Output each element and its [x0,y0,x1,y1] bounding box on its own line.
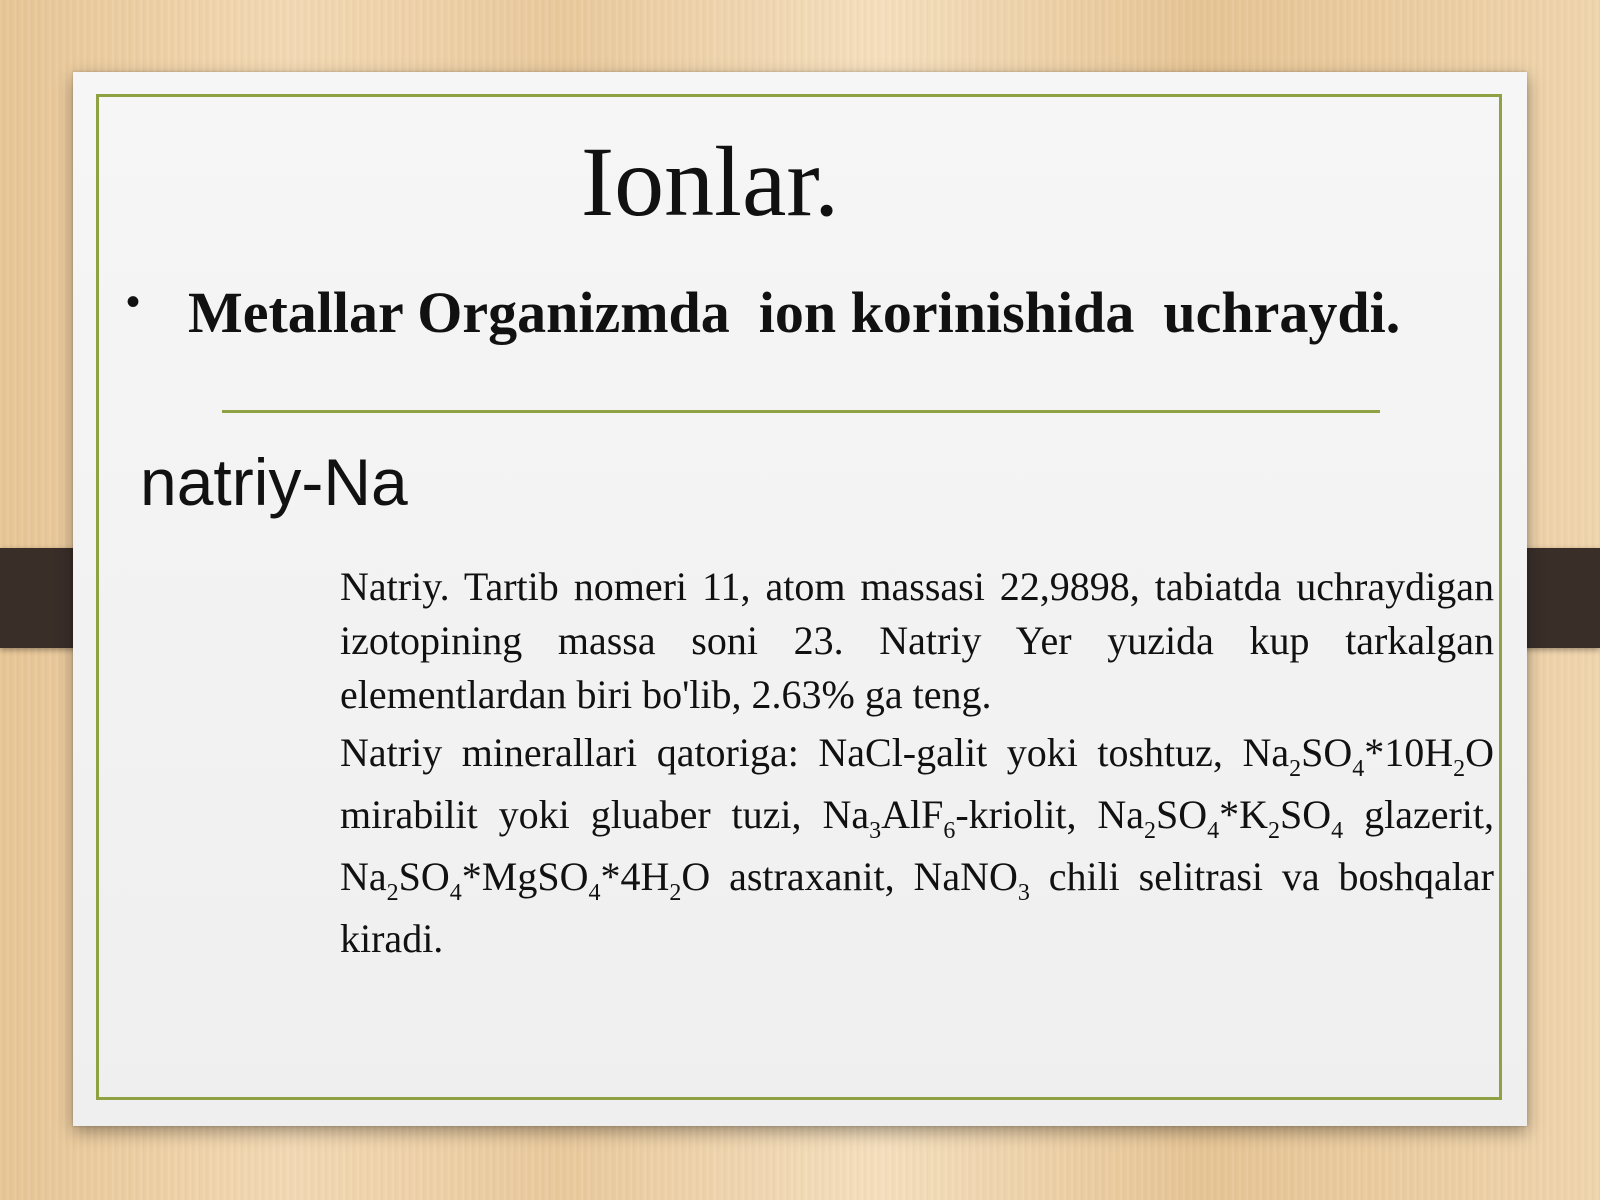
formula-mirabilit: $Na_2SO_4*10H_2O$ [1242,730,1494,782]
paragraph-minerals: Natriy minerallari qatoriga: NaCl-galit yoki toshtuz, $Na_2SO_4*10H_2O$ mirabilit yoki gluaber tuzi, $Na_3AlF_6$-kriolit, $Na_2SO_4*K_2SO_4$ glazerit, $Na_2SO_4*MgSO_4*4H_2O$ astraxanit, NaNO$_3$ chili selitrasi va boshqalar kiradi. [340,730,1495,961]
divider-line [222,410,1380,413]
paragraph-natriy-info: Natriy. Tartib nomeri 11, atom massasi 22,9898, tabiatda uchraydigan izotopining massa soni 23. Natriy Yer yuzida kup tarkalgan elementlardan biri bo'lib, 2.63% ga teng. [340,564,1494,717]
bullet-text: Metallar Organizmda ion korinishida uchraydi. [188,280,1401,345]
formula-kriolit: $Na_3AlF_6$ [822,792,956,844]
formula-astraxanit: $Na_2SO_4*MgSO_4*4H_2O$ [340,854,711,906]
slide-title: Ionlar. [580,126,840,237]
formula-glazerit: $Na_2SO_4*K_2SO_4$ [1097,792,1344,844]
body-text [340,560,1494,970]
formula-chili-selitrasi: NaNO$_3$ [913,854,1030,906]
element-heading: natriy-Na [140,445,408,519]
bullet-icon: • [126,280,141,324]
